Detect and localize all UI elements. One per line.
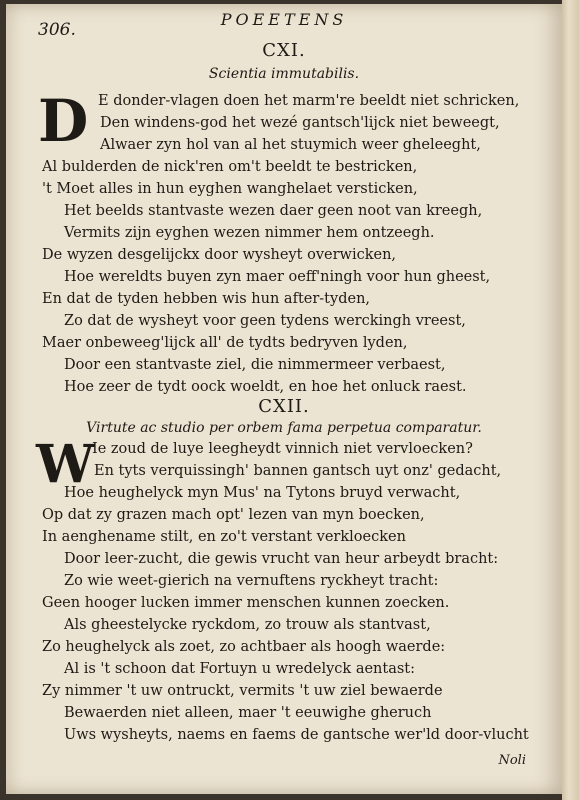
running-head: POEETENS [220, 10, 348, 29]
verse-line: Door een stantvaste ziel, die nimmermeer verbaest, [64, 357, 446, 373]
verse-line: Door leer-zucht, die gewis vrucht van heur arbeydt bracht: [64, 551, 499, 567]
poem-title: Virtute ac studio per orbem fama perpetua comparatur. [86, 420, 482, 436]
verse-line: Geen hooger lucken immer menschen kunnen zoecken. [42, 595, 450, 611]
verse-line: Op dat zy grazen mach opt' lezen van myn boecken, [42, 507, 425, 523]
verse-line: Ie zoud de luye leegheydt vinnich niet vervloecken? [92, 441, 473, 457]
drop-cap: W [36, 434, 95, 495]
catchword: Noli [498, 753, 526, 768]
page-number: 306. [38, 20, 76, 40]
poem-title: Scientia immutabilis. [208, 66, 360, 82]
verse-line: En tyts verquissingh' bannen gantsch uyt onz' gedacht, [94, 463, 502, 479]
verse-line: Alwaer zyn hol van al het stuymich weer gheleeght, [100, 137, 481, 153]
verse-line: Zo dat de wysheyt voor geen tydens werckingh vreest, [64, 313, 466, 329]
verse-line: E donder-vlagen doen het marm're beeldt niet schricken, [98, 93, 520, 109]
page-edge [562, 0, 579, 800]
verse-line: Den windens-god het wezé gantsch'lijck niet beweegt, [100, 115, 500, 131]
verse-line: Zo wie weet-gierich na vernuftens ryckheyt tracht: [64, 573, 439, 589]
verse-line: Vermits zijn eyghen wezen nimmer hem ontzeegh. [64, 225, 435, 241]
book-page [6, 4, 562, 794]
verse-line: Het beelds stantvaste wezen daer geen noot van kreegh, [64, 203, 483, 219]
poem-number: CXI. [262, 40, 306, 61]
drop-cap: D [38, 87, 89, 155]
verse-line: En dat de tyden hebben wis hun after-tyden, [42, 291, 371, 307]
verse-line: Als gheestelycke ryckdom, zo trouw als stantvast, [64, 617, 431, 633]
verse-line: Hoe heughelyck myn Mus' na Tytons bruyd verwacht, [64, 485, 461, 501]
verse-line: De wyzen desgelijckx door wysheyt overwicken, [42, 247, 397, 263]
verse-line: 't Moet alles in hun eyghen wanghelaet versticken, [42, 181, 418, 197]
poem-number: CXII. [258, 396, 310, 417]
verse-line: Maer onbeweeg'lijck all' de tydts bedryven lyden, [42, 335, 408, 351]
verse-line: Al is 't schoon dat Fortuyn u wredelyck aentast: [64, 661, 416, 677]
verse-line: Bewaerden niet alleen, maer 't eeuwighe gheruch [64, 705, 432, 721]
verse-line: Hoe wereldts buyen zyn maer oeff'ningh voor hun gheest, [64, 269, 491, 285]
verse-line: Zy nimmer 't uw ontruckt, vermits 't uw ziel bewaerde [42, 683, 443, 699]
verse-line: Hoe zeer de tydt oock woeldt, en hoe het onluck raest. [64, 379, 467, 395]
verse-line: Al bulderden de nick'ren om't beeldt te bestricken, [42, 159, 418, 175]
verse-line: In aenghename stilt, en zo't verstant verkloecken [42, 529, 406, 545]
verse-line: Zo heughelyck als zoet, zo achtbaer als hoogh waerde: [42, 639, 446, 655]
verse-line: Uws wysheyts, naems en faems de gantsche wer'ld door-vlucht [64, 727, 529, 743]
